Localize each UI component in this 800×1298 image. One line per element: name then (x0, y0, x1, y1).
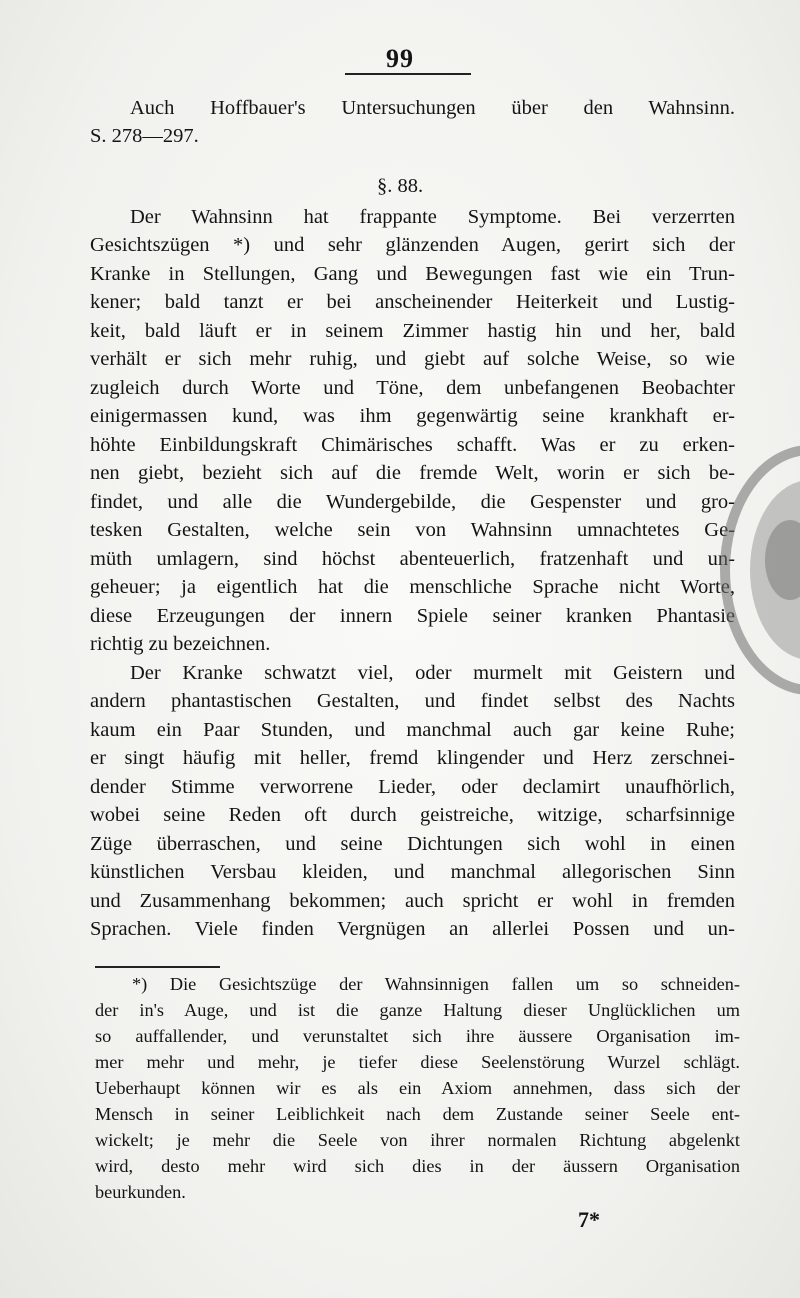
footnote-line: wird, desto mehr wird sich dies in der äussern Organisation (95, 1156, 740, 1176)
text-line: geheuer; ja eigentlich hat die menschliche Sprache nicht Worte, (90, 576, 735, 598)
text-line: kaum ein Paar Stunden, und manchmal auch gar keine Ruhe; (90, 719, 735, 741)
text-line: Züge überraschen, und seine Dichtungen sich wohl in einen (90, 833, 735, 855)
text-line: findet, und alle die Wundergebilde, die Gespenster und gro- (90, 491, 735, 513)
library-stamp (720, 440, 800, 700)
footnote-line: Mensch in seiner Leiblichkeit nach dem Zustande seiner Seele ent- (95, 1104, 740, 1124)
section-heading: §. 88. (376, 175, 424, 197)
page-number: 99 (386, 44, 414, 73)
text-line: nen giebt, bezieht sich auf die fremde Welt, worin er sich be- (90, 462, 735, 484)
text-line: höhte Einbildungskraft Chimärisches schafft. Was er zu erken- (90, 434, 735, 456)
footnote-line: wickelt; je mehr die Seele von ihrer normalen Richtung abgelenkt (95, 1130, 740, 1150)
text-line: Gesichtszügen *) und sehr glänzenden Augen, gerirt sich der (90, 234, 735, 256)
text-line: andern phantastischen Gestalten, und findet selbst des Nachts (90, 690, 735, 712)
text-line: und Zusammenhang bekommen; auch spricht er wohl in fremden (90, 890, 735, 912)
footnote-line: Ueberhaupt können wir es als ein Axiom annehmen, dass sich der (95, 1078, 740, 1098)
text-line: wobei seine Reden oft durch geistreiche, witzige, scharfsinnige (90, 804, 735, 826)
page-number-rule (345, 73, 471, 75)
text-line: müth umlagern, sind höchst abenteuerlich, fratzenhaft und un- (90, 548, 735, 570)
text-line: Kranke in Stellungen, Gang und Bewegungen fast wie ein Trun- (90, 263, 735, 285)
footnote-line: mer mehr und mehr, je tiefer diese Seelenstörung Wurzel schlägt. (95, 1052, 740, 1072)
text-line: zugleich durch Worte und Töne, dem unbefangenen Beobachter (90, 377, 735, 399)
text-line: Auch Hoffbauer's Untersuchungen über den Wahnsinn. (130, 97, 735, 119)
footnote-rule (95, 966, 220, 968)
text-line: künstlichen Versbau kleiden, und manchmal allegorischen Sinn (90, 861, 735, 883)
footnote-line: *) Die Gesichtszüge der Wahnsinnigen fallen um so schneiden- (132, 974, 740, 994)
footnote-line: der in's Auge, und ist die ganze Haltung dieser Unglücklichen um (95, 1000, 740, 1020)
text-line: dender Stimme verworrene Lieder, oder declamirt unaufhörlich, (90, 776, 735, 798)
text-line: Der Kranke schwatzt viel, oder murmelt mit Geistern und (130, 662, 735, 684)
text-line: S. 278—297. (90, 125, 199, 147)
signature-mark: 7* (578, 1207, 600, 1232)
text-line: richtig zu bezeichnen. (90, 633, 271, 655)
text-line: kener; bald tanzt er bei anscheinender Heiterkeit und Lustig- (90, 291, 735, 313)
footnote-line: so auffallender, und verunstaltet sich ihre äussere Organisation im- (95, 1026, 740, 1046)
text-line: verhält er sich mehr ruhig, und giebt auf solche Weise, so wie (90, 348, 735, 370)
footnote-line: beurkunden. (95, 1182, 186, 1202)
text-line: keit, bald läuft er in seinem Zimmer hastig hin und her, bald (90, 320, 735, 342)
text-line: einigermassen kund, was ihm gegenwärtig seine krankhaft er- (90, 405, 735, 427)
text-line: tesken Gestalten, welche sein von Wahnsinn umnachtetes Ge- (90, 519, 735, 541)
text-line: er singt häufig mit heller, fremd klingender und Herz zerschnei- (90, 747, 735, 769)
text-line: Sprachen. Viele finden Vergnügen an allerlei Possen und un- (90, 918, 735, 940)
text-line: diese Erzeugungen der innern Spiele seiner kranken Phantasie (90, 605, 735, 627)
text-line: Der Wahnsinn hat frappante Symptome. Bei verzerrten (130, 206, 735, 228)
